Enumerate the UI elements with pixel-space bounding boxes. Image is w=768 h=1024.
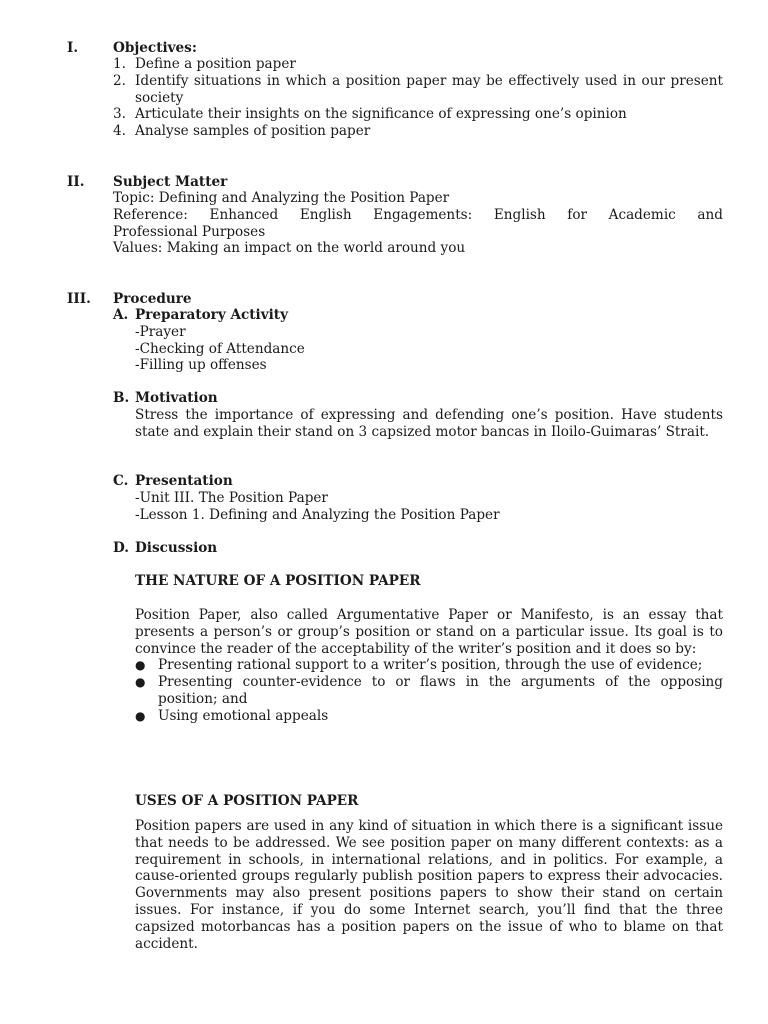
bullet-text: Using emotional appeals: [158, 707, 329, 724]
objective-text: Define a position paper: [135, 56, 296, 72]
bullet-item: [113, 708, 723, 725]
nature-body: [113, 607, 723, 725]
motivation-heading: [113, 390, 723, 407]
preparatory-activity-block: [113, 307, 723, 374]
bullet-text: Presenting rational support to a writer’s position, through the use of evidence;: [158, 657, 703, 674]
discussion-title: Discussion: [135, 540, 218, 556]
objectives-list: [113, 56, 723, 140]
objective-text: Identify situations in which a position paper may be effectively used in our present society: [135, 72, 723, 106]
objectives-title: Objectives:: [113, 40, 197, 56]
preparatory-activity-title: Preparatory Activity: [135, 307, 288, 323]
motivation-title: Motivation: [135, 390, 218, 406]
uses-heading: USES OF A POSITION PAPER: [135, 793, 359, 809]
motivation-letter: B.: [113, 390, 130, 406]
objective-number: 2.: [113, 72, 126, 89]
subject-matter-block: [113, 190, 723, 257]
presentation-list: [113, 490, 723, 524]
objective-number: 3.: [113, 106, 126, 123]
reference-line: Reference: Enhanced English Engagements: English for Academic and: [113, 206, 723, 223]
uses-section: [113, 793, 723, 810]
objective-number: 1.: [113, 56, 126, 72]
discussion-heading: [113, 540, 723, 557]
motivation-text: Stress the importance of expressing and defending one’s position. Have students state and explain their stand on 3 capsized motor bancas in Iloilo-Guimaras’ Strait.: [135, 406, 723, 440]
objective-number: 4.: [113, 123, 126, 140]
objective-item: [113, 56, 723, 73]
objective-text: Analyse samples of position paper: [135, 123, 371, 140]
procedure-title: Procedure: [113, 291, 192, 307]
nature-heading: THE NATURE OF A POSITION PAPER: [135, 573, 421, 589]
list-item: -Lesson 1. Defining and Analyzing the Position Paper: [135, 506, 500, 523]
objective-item: [113, 123, 723, 140]
objective-text: Articulate their insights on the significance of expressing one’s opinion: [135, 106, 627, 123]
list-item: -Filling up offenses: [135, 357, 267, 374]
objective-item: [113, 73, 723, 107]
uses-body: [113, 818, 723, 952]
subject-matter-title: Subject Matter: [113, 174, 228, 190]
bullet-icon: ●: [135, 658, 146, 673]
preparatory-activity-list: [113, 324, 723, 374]
values-line: Values: Making an impact on the world around you: [113, 240, 466, 257]
bullet-item: [113, 657, 723, 674]
uses-paragraph: Position papers are used in any kind of situation in which there is a significant issue that needs to be addressed. We see position paper on many different contexts: as a requirement in schools, in international relations, and in politics. For example, a cause-oriented groups regularly publish position papers to express their advocacies. Governments may also present positions papers to show their stand on certain issues. For instance, if you do some Internet search, you’ll find that the three capsized motorbancas has a position papers on the issue of who to blame on that accident.: [135, 818, 723, 952]
presentation-block: [113, 473, 723, 523]
procedure-numeral: III.: [67, 291, 91, 307]
list-item: -Unit III. The Position Paper: [135, 489, 328, 506]
nature-bullet-list: [113, 657, 723, 724]
subject-matter-numeral: II.: [67, 174, 85, 190]
preparatory-activity-letter: A.: [113, 307, 129, 323]
discussion-letter: D.: [113, 540, 130, 556]
bullet-item: [113, 674, 723, 708]
presentation-letter: C.: [113, 473, 129, 489]
topic-line: Topic: Defining and Analyzing the Position Paper: [113, 190, 450, 206]
preparatory-activity-heading: [113, 307, 723, 324]
objective-item: [113, 106, 723, 123]
nature-section: [113, 573, 723, 590]
presentation-heading: [113, 473, 723, 490]
list-item: -Checking of Attendance: [135, 340, 305, 357]
bullet-text: Presenting counter-evidence to or flaws in the arguments of the opposing position; and: [158, 674, 723, 707]
reference-line-continued: Professional Purposes: [113, 223, 266, 240]
discussion-block: [113, 540, 723, 557]
bullet-icon: ●: [135, 708, 146, 723]
objectives-list-block: [113, 56, 723, 140]
presentation-title: Presentation: [135, 473, 233, 489]
objectives-numeral: I.: [67, 40, 79, 56]
nature-paragraph: Position Paper, also called Argumentative Paper or Manifesto, is an essay that presents a person’s or group’s position or stand on a particular issue. Its goal is to convince the reader of the acceptability of the writer’s position and it does so by:: [135, 607, 723, 657]
bullet-icon: ●: [135, 675, 146, 690]
list-item: -Prayer: [135, 323, 186, 340]
motivation-block: [113, 390, 723, 440]
